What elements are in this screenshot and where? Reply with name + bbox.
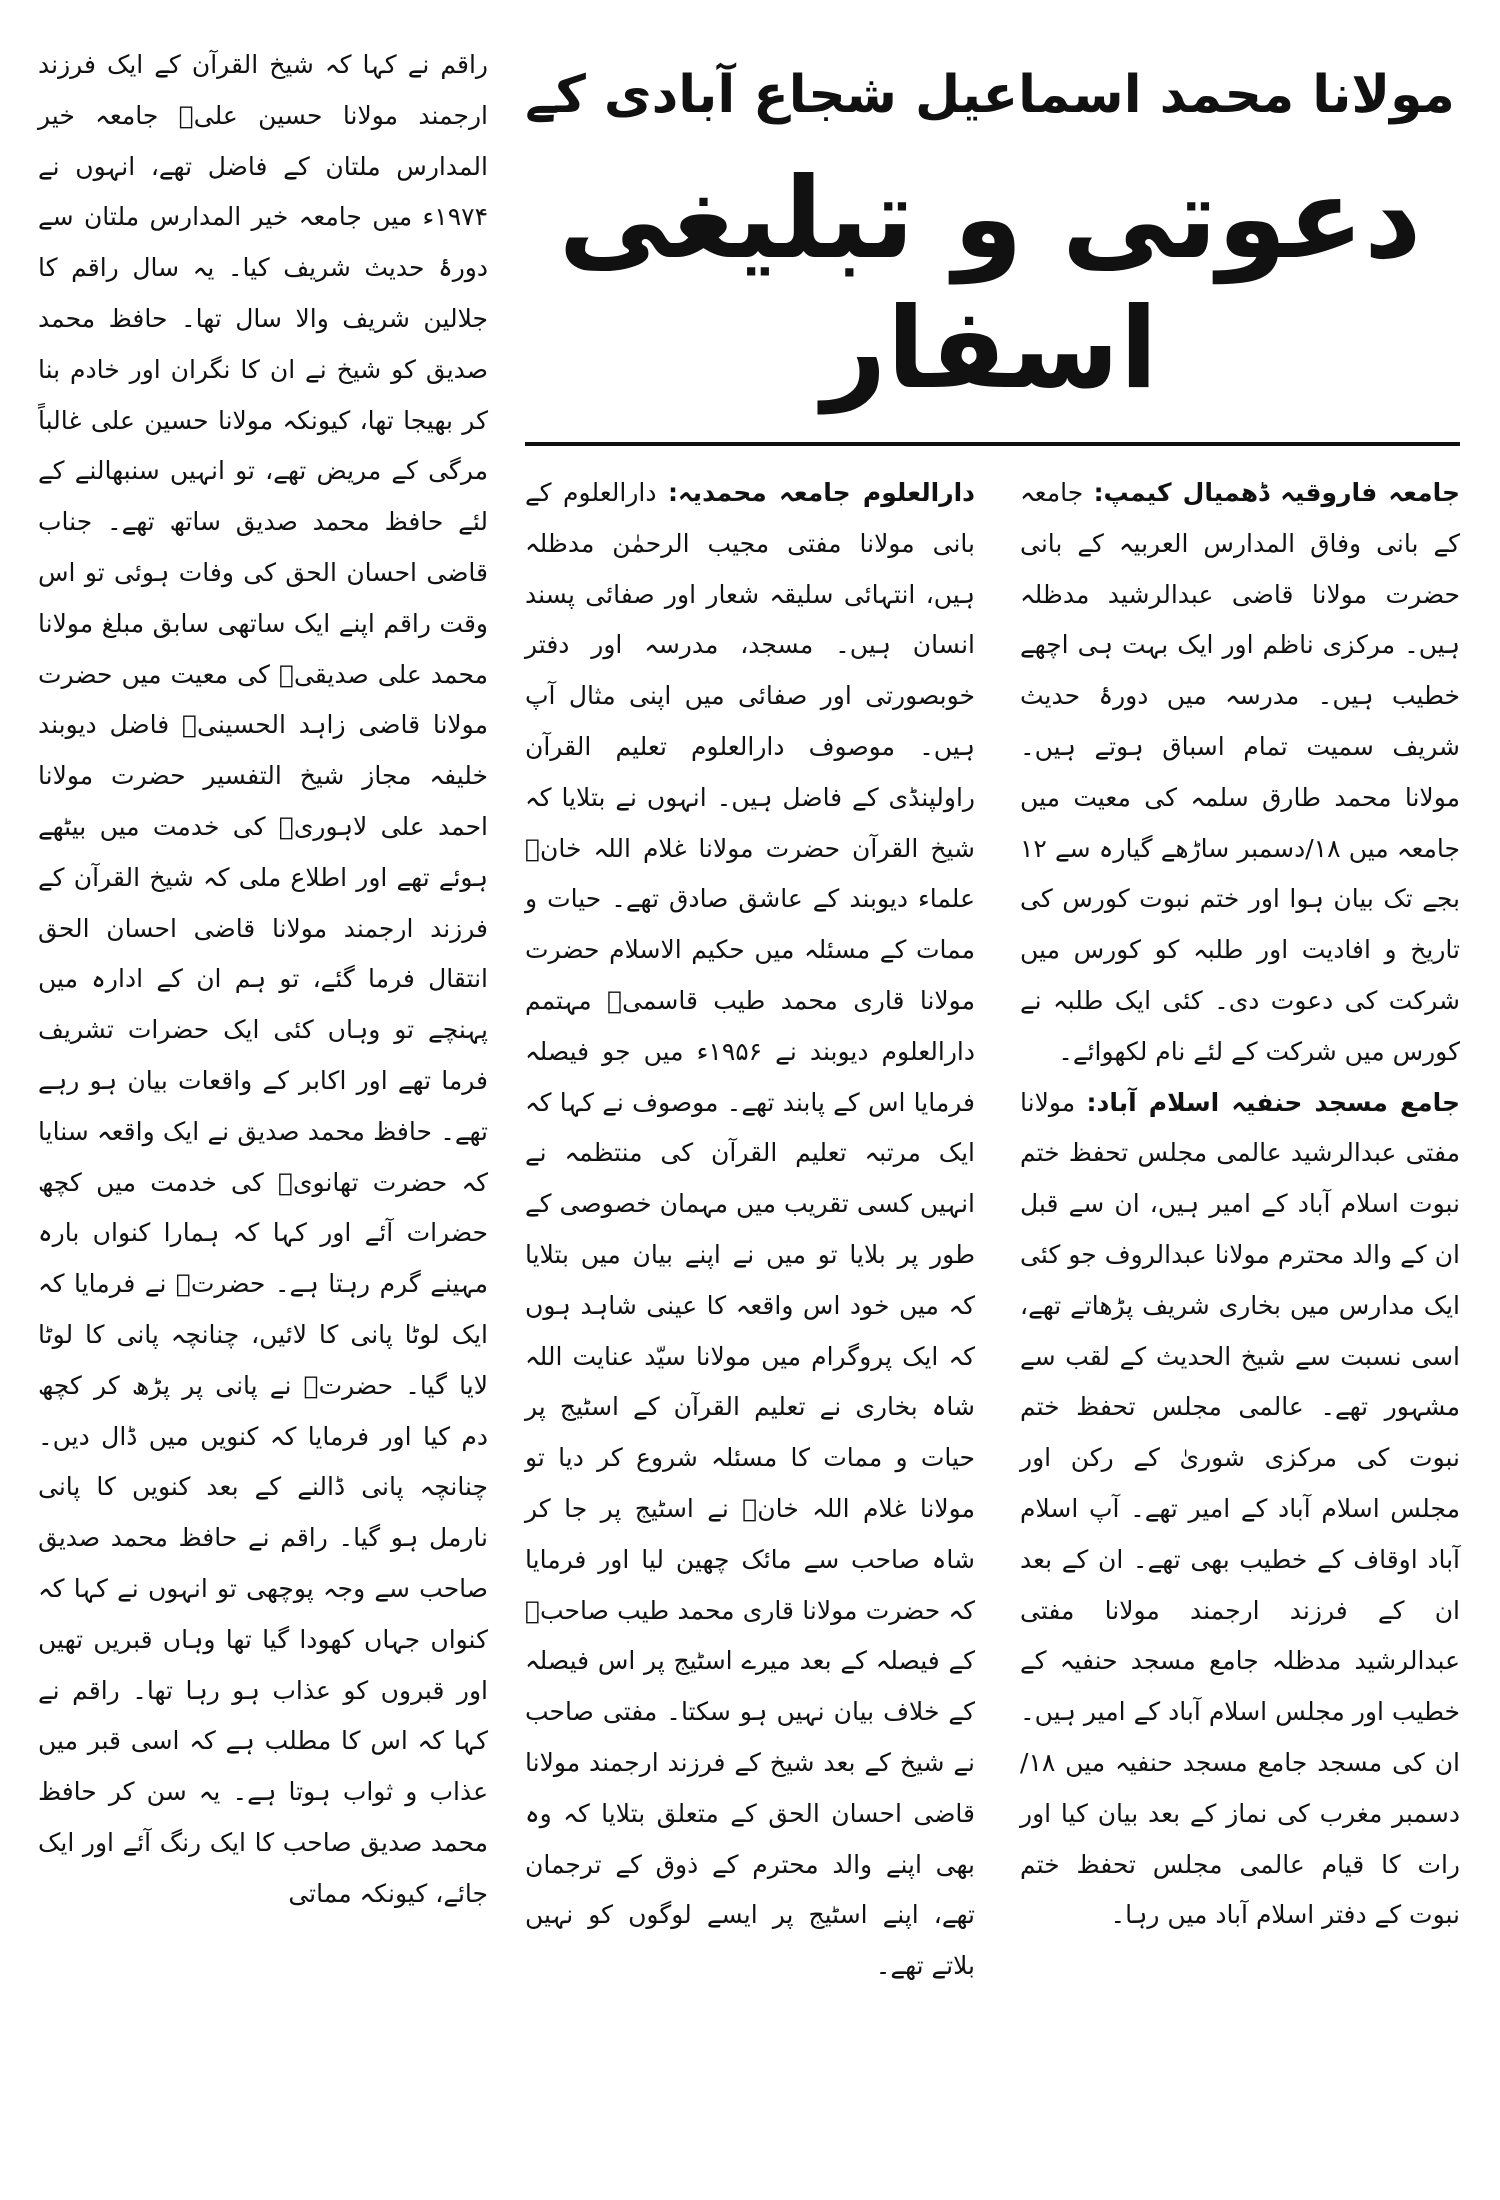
section-text: دارالعلوم کے بانی مولانا مفتی مجیب الرحمٰن مدظلہ ہیں، انتہائی سلیقہ شعار اور صفائی پسند انسان ہیں۔ مسجد، مدرسہ اور دفتر خوبصورتی اور صفائی میں اپنی مثال آپ ہیں۔ موصوف دارالعلوم تعلیم القرآن راولپنڈی کے فاضل ہیں۔ انہوں نے بتلایا کہ شیخ القرآن حضرت مولانا غلام اللہ خانؒ علماء دیوبند کے عاشق صادق تھے۔ حیات و ممات کے مسئلہ میں حکیم الاسلام حضرت مولانا قاری محمد طیب قاسمیؒ مہتمم دارالعلوم دیوبند نے ۱۹۵۶ء میں جو فیصلہ فرمایا اس کے پابند تھے۔ موصوف نے کہا کہ ایک مرتبہ تعلیم القرآن کی منتظمہ نے انہیں کسی تقریب میں مہمان خصوصی کے طور پر بلایا تو میں نے اپنے بیان میں بتلایا کہ میں خود اس واقعہ کا عینی شاہد ہوں کہ ایک پروگرام میں مولانا سیّد عنایت اللہ شاہ بخاری نے تعلیم القرآن کے اسٹیج پر حیات و ممات کا مسئلہ شروع کر دیا تو مولانا غلام اللہ خانؒ نے اسٹیج پر جا کر شاہ صاحب سے مائک چھین لیا اور فرمایا کہ حضرت مولانا قاری محمد طیب صاحبؒ کے فیصلہ کے بعد میرے اسٹیج پر اس فیصلہ کے خلاف بیان نہیں ہو سکتا۔ مفتی صاحب نے شیخ کے بعد شیخ کے فرزند ارجمند مولانا قاضی احسان الحق کے متعلق بتلایا کہ وہ بھی اپنے والد محترم کے ذوق کے ترجمان تھے، اپنے اسٹیج پر ایسے لوگوں کو نہیں بلاتے تھے۔ [525,478,975,1981]
article-headline [525,154,1455,414]
column-left [38,40,488,1919]
article-kicker: مولانا محمد اسماعیل شجاع آبادی کے [525,65,1455,125]
column-right [1020,468,1460,1941]
header-divider [525,442,1460,446]
headline-line-2: اسفار [822,284,1158,414]
section-jamia-farooqia [1020,468,1460,1078]
section-heading: جامع مسجد حنفیہ اسلام آباد: [1086,1087,1460,1117]
section-darul-uloom [525,468,975,1992]
section-heading: دارالعلوم جامعہ محمدیہ: [668,478,975,507]
headline-line-1: دعوتی و تبلیغی [558,154,1422,284]
section-text: مولانا مفتی عبدالرشید عالمی مجلس تحفظ ختم نبوت اسلام آباد کے امیر ہیں، ان سے قبل ان کے والد محترم مولانا عبدالروف جو کئی ایک مدارس میں بخاری شریف پڑھاتے تھے، اسی نسبت سے شیخ الحدیث کے لقب سے مشہور تھے۔ عالمی مجلس تحفظ ختم نبوت کی مرکزی شوریٰ کے رکن اور مجلس اسلام آباد کے امیر تھے۔ آپ اسلام آباد اوقاف کے خطیب بھی تھے۔ ان کے بعد ان کے فرزند ارجمند مولانا مفتی عبدالرشید مدظلہ جامع مسجد حنفیہ کے خطیب اور مجلس اسلام آباد کے امیر ہیں۔ ان کی مسجد جامع مسجد حنفیہ میں ۱۸/دسمبر مغرب کی نماز کے بعد بیان کیا اور رات کا قیام عالمی مجلس تحفظ ختم نبوت کے دفتر اسلام آباد میں رہا۔ [1020,1087,1460,1930]
section-masjid-hanafia [1020,1078,1460,1942]
article-header [525,60,1455,445]
section-heading: جامعہ فاروقیہ ڈھمیال کیمپ: [1093,478,1460,507]
section-text: جامعہ کے بانی وفاق المدارس العربیہ کے بانی حضرت مولانا قاضی عبدالرشید مدظلہ ہیں۔ مرکزی ناظم اور ایک بہت ہی اچھے خطیب ہیں۔ مدرسہ میں دورۂ حدیث شریف سمیت تمام اسباق ہوتے ہیں۔ مولانا محمد طارق سلمہ کی معیت میں جامعہ میں ۱۸/دسمبر ساڑھے گیارہ سے ۱۲ بجے تک بیان ہوا اور ختم نبوت کورس کی تاریخ و افادیت اور طلبہ کو کورس میں شرکت کی دعوت دی۔ کئی ایک طلبہ نے کورس میں شرکت کے لئے نام لکھوائے۔ [1020,478,1460,1066]
column-middle [525,468,975,1992]
column-text: راقم نے کہا کہ شیخ القرآن کے ایک فرزند ارجمند مولانا حسین علیؒ جامعہ خیر المدارس ملتان کے فاضل تھے، انہوں نے ۱۹۷۴ء میں جامعہ خیر المدارس ملتان سے دورۂ حدیث شریف کیا۔ یہ سال راقم کا جلالین شریف والا سال تھا۔ حافظ محمد صدیق کو شیخ نے ان کا نگران اور خادم بنا کر بھیجا تھا، کیونکہ مولانا حسین علی غالباً مرگی کے مریض تھے، تو انہیں سنبھالنے کے لئے حافظ محمد صدیق ساتھ تھے۔ جناب قاضی احسان الحق کی وفات ہوئی تو اس وقت راقم اپنے ایک ساتھی سابق مبلغ مولانا محمد علی صدیقیؒ کی معیت میں حضرت مولانا قاضی زاہد الحسینیؒ فاضل دیوبند خلیفہ مجاز شیخ التفسیر حضرت مولانا احمد علی لاہوریؒ کی خدمت میں بیٹھے ہوئے تھے اور اطلاع ملی کہ شیخ القرآن کے فرزند ارجمند مولانا قاضی احسان الحق انتقال فرما گئے، تو ہم ان کے ادارہ میں پہنچے تو وہاں کئی ایک حضرات تشریف فرما تھے اور اکابر کے واقعات بیان ہو رہے تھے۔ حافظ محمد صدیق نے ایک واقعہ سنایا کہ حضرت تھانویؒ کی خدمت میں کچھ حضرات آئے اور کہا کہ ہمارا کنواں بارہ مہینے گرم رہتا ہے۔ حضرتؒ نے فرمایا کہ ایک لوٹا پانی کا لائیں، چنانچہ پانی کا لوٹا لایا گیا۔ حضرتؒ نے پانی پر پڑھ کر کچھ دم کیا اور فرمایا کہ کنویں میں ڈال دیں۔ چنانچہ پانی ڈالنے کے بعد کنویں کا پانی نارمل ہو گیا۔ راقم نے حافظ محمد صدیق صاحب سے وجہ پوچھی تو انہوں نے کہا کہ کنواں جہاں کھودا گیا تھا وہاں قبریں تھیں اور قبروں کو عذاب ہو رہا تھا۔ راقم نے کہا کہ اس کا مطلب ہے کہ اسی قبر میں عذاب و ثواب ہوتا ہے۔ یہ سن کر حافظ محمد صدیق صاحب کا ایک رنگ آئے اور ایک جائے، کیونکہ مماتی [38,50,488,1908]
